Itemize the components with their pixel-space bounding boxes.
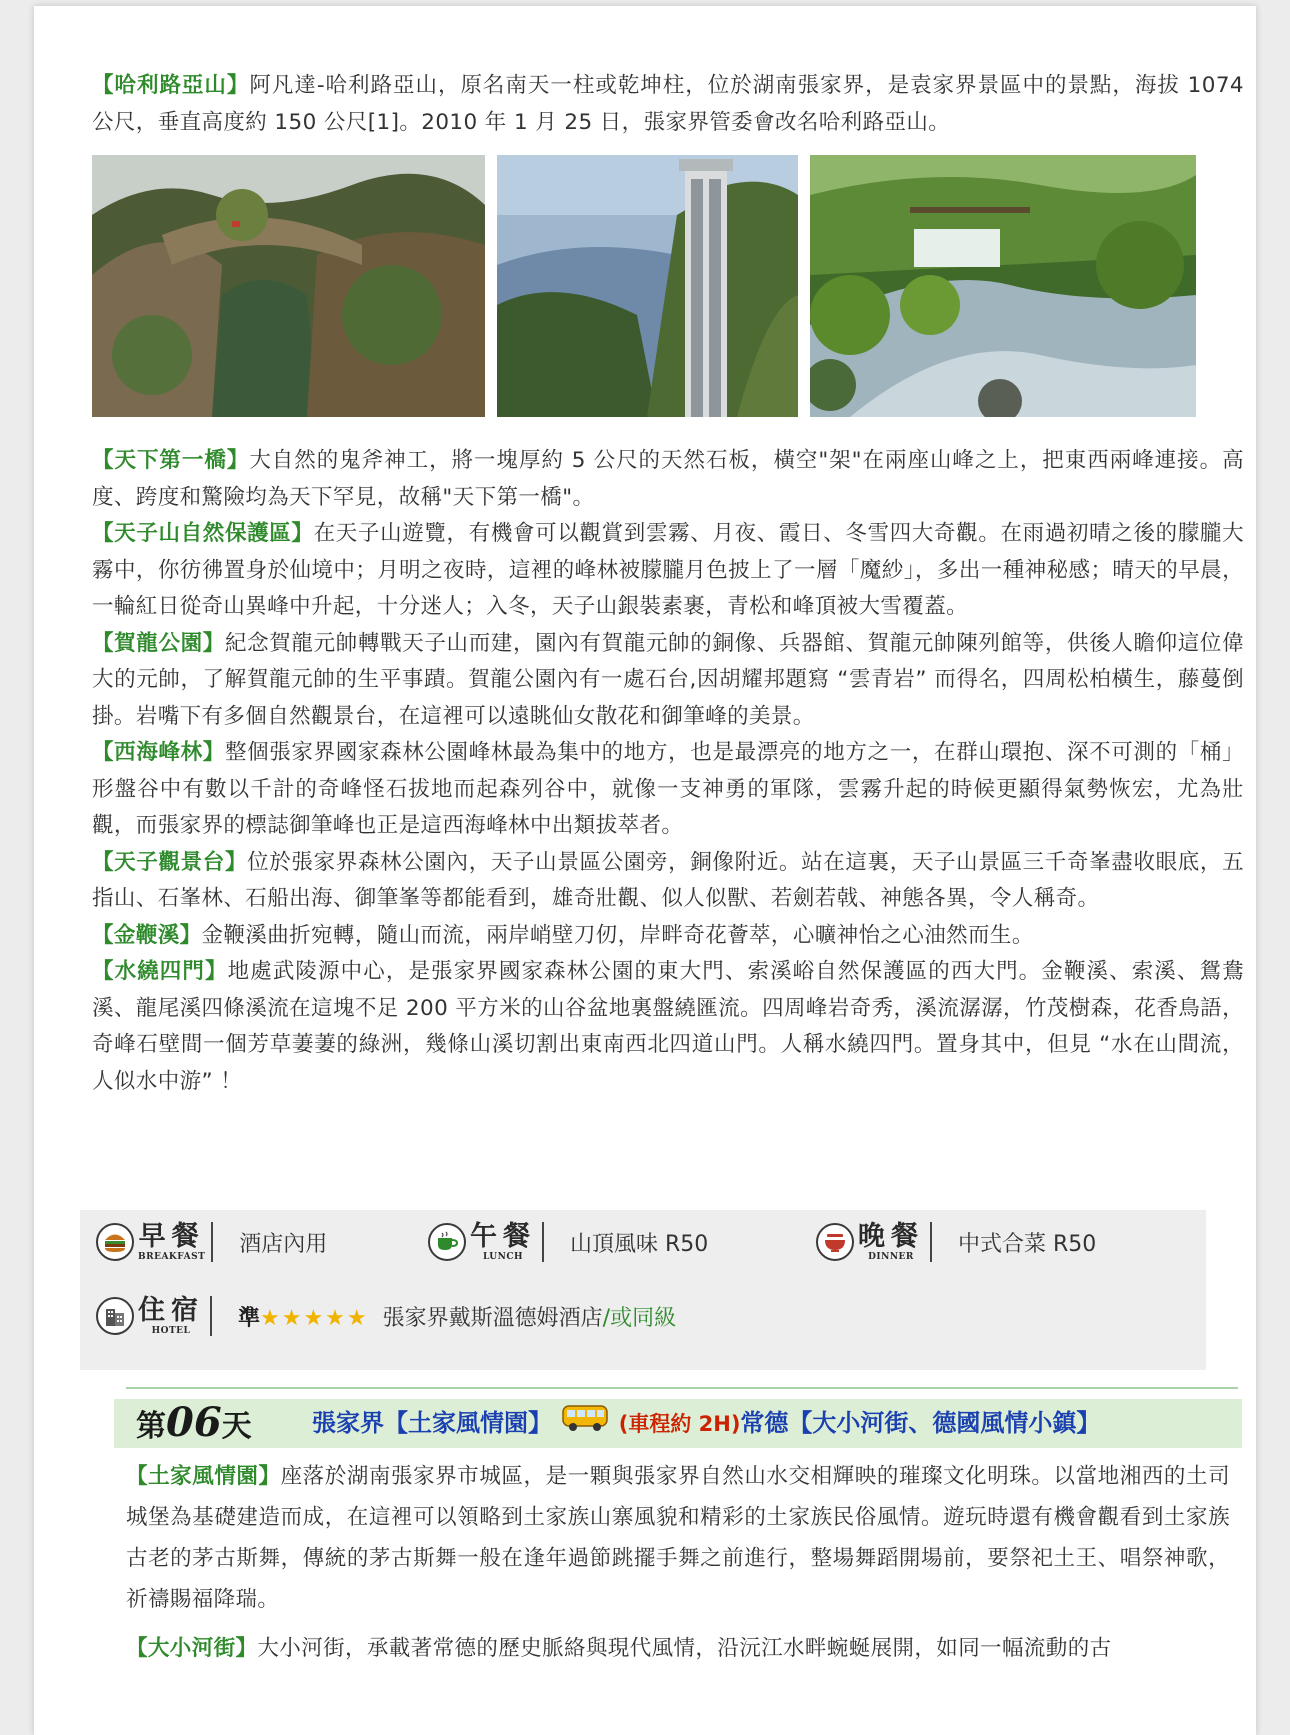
coffee-cup-icon (428, 1223, 466, 1261)
section-text: 大小河街，承載著常德的歷史脈絡與現代風情，沿沅江水畔蜿蜒展開，如同一幅流動的古 (257, 1636, 1112, 1661)
day-number: 06 (166, 1399, 222, 1446)
section-tianzi-viewpoint (92, 845, 1244, 918)
lunch-row (428, 1222, 708, 1262)
dinner-value: 中式合菜 R50 (958, 1231, 1097, 1257)
section-hallelujah-mountain (92, 68, 1244, 141)
hotel-title: 住宿 (138, 1295, 204, 1326)
photo-bailong-elevator (497, 155, 798, 417)
divider (930, 1222, 932, 1262)
breakfast-subtitle: BREAKFAST (138, 1252, 206, 1262)
building-icon (96, 1297, 134, 1335)
hotel-subtitle: HOTEL (151, 1326, 191, 1336)
route-end: 常德【大小河街、德國風情小鎮】 (740, 1409, 1101, 1437)
section-tag: 【天子山自然保護區】 (92, 521, 314, 546)
document-page (34, 6, 1256, 1735)
lunch-title: 午餐 (470, 1221, 536, 1252)
section-text: 整個張家界國家森林公園峰林最為集中的地方，也是最漂亮的地方之一，在群山環抱、深不可測的「桶」形盤谷中有數以千計的奇峰怪石拔地而起森列谷中，就像一支神勇的軍隊，雲霧升起的時候更顯得氣勢恢宏，尤為壯觀，而張家界的標誌御筆峰也正是這西海峰林中出類拔萃者。 (92, 740, 1244, 838)
section-tag: 【天下第一橋】 (92, 448, 250, 473)
star-rating: ★★★★★ (260, 1305, 369, 1331)
day-header (114, 1399, 1242, 1448)
section-tag: 【哈利路亞山】 (92, 73, 250, 98)
day-content (126, 1456, 1230, 1669)
section-tag: 【水繞四門】 (92, 959, 228, 984)
section-helong-park (92, 626, 1244, 736)
breakfast-title: 早餐 (138, 1221, 205, 1252)
drive-time: (車程約 2H) (618, 1412, 741, 1436)
photo-row (92, 155, 1244, 417)
divider (126, 1387, 1238, 1389)
section-text: 阿凡達-哈利路亞山，原名南天一柱或乾坤柱，位於湖南張家界，是袁家界景區中的景點，海拔 1074 公尺，垂直高度約 150 公尺[1]。2010 年 1 月 25 日，張家界管委會改名哈利路亞山。 (92, 73, 1244, 135)
day-suffix: 天 (221, 1409, 252, 1444)
day-label (136, 1401, 252, 1449)
meals-panel (80, 1210, 1206, 1370)
dinner-row (816, 1222, 1096, 1262)
photo-stone-bridge (92, 155, 485, 417)
section-golden-whip-stream (92, 918, 1244, 955)
photo-golden-whip-stream (810, 155, 1196, 417)
attractions-content (92, 68, 1244, 1100)
section-daxiao-river-street (126, 1628, 1230, 1669)
route-start: 張家界【土家風情園】 (312, 1409, 552, 1437)
section-tag: 【天子觀景台】 (92, 849, 248, 875)
section-tag: 【土家風情園】 (126, 1464, 281, 1489)
section-tujia-park (126, 1456, 1230, 1620)
bus-icon (562, 1400, 608, 1449)
section-text: 紀念賀龍元帥轉戰天子山而建，園內有賀龍元帥的銅像、兵器館、賀龍元帥陳列館等，供後人瞻仰這位偉大的元帥，了解賀龍元帥的生平事蹟。賀龍公園內有一處石台,因胡耀邦題寫 “雲青岩” 而得名，四周松柏橫生，藤蔓倒掛。岩嘴下有多個自然觀景台，在這裡可以遠眺仙女散花和御筆峰的美景。 (92, 630, 1244, 729)
section-tag: 【大小河街】 (126, 1636, 258, 1661)
dinner-title: 晚餐 (858, 1221, 924, 1252)
divider (542, 1222, 544, 1262)
breakfast-value: 酒店內用 (239, 1231, 328, 1257)
section-text: 大自然的鬼斧神工，將一塊厚約 5 公尺的天然石板，橫空"架"在兩座山峰之上，把東西兩峰連接。高度、跨度和驚險均為天下罕見，故稱"天下第一橋"。 (92, 448, 1244, 510)
hotel-alternative: /或同級 (602, 1305, 677, 1331)
section-text: 位於張家界森林公園內，天子山景區公園旁，銅像附近。站在這裏，天子山景區三千奇峯盡收眼底，五指山、石峯林、石船出海、御筆峯等都能看到，雄奇壯觀、似人似獸、若劍若戟、神態各異，令人稱奇。 (92, 849, 1244, 911)
section-text: 座落於湖南張家界市城區，是一顆與張家界自然山水交相輝映的璀璨文化明珠。以當地湘西的土司城堡為基礎建造而成，在這裡可以領略到土家族山寨風貌和精彩的土家族民俗風情。遊玩時還有機會觀看到土家族古老的茅古斯舞，傳統的茅古斯舞一般在逢年過節跳擺手舞之前進行，整場舞蹈開場前，要祭祀土王、唱祭神歌，祈禱賜福降瑞。 (126, 1464, 1230, 1612)
hotel-value (238, 1301, 676, 1332)
divider (210, 1296, 212, 1336)
section-water-four-gates (92, 954, 1244, 1100)
rice-bowl-icon (816, 1223, 854, 1261)
section-text: 在天子山遊覽，有機會可以觀賞到雲霧、月夜、霞日、冬雪四大奇觀。在雨過初晴之後的朦朧大霧中，你彷彿置身於仙境中；月明之夜時，這裡的峰林被朦朧月色披上了一層「魔紗」，多出一種神秘感；晴天的早晨，一輪紅日從奇山異峰中升起，十分迷人；入冬，天子山銀裝素裹，青松和峰頂被大雪覆蓋。 (92, 521, 1244, 619)
section-text: 地處武陵源中心，是張家界國家森林公園的東大門、索溪峪自然保護區的西大門。金鞭溪、索溪、鴛鴦溪、龍尾溪四條溪流在這塊不足 200 平方米的山谷盆地裏盤繞匯流。四周峰岩奇秀，溪流潺潺，竹茂樹森，花香鳥語，奇峰石壁間一個芳草萋萋的綠洲，幾條山溪切割出東南西北四道山門。人稱水繞四門。置身其中，但見 “水在山間流，人似水中游” ！ (92, 959, 1244, 1094)
dinner-subtitle: DINNER (868, 1252, 914, 1262)
hotel-name: 張家界戴斯溫德姆酒店 (382, 1305, 603, 1331)
day-route (312, 1399, 1100, 1449)
lunch-value: 山頂風味 R50 (570, 1231, 709, 1257)
hotel-grade-prefix: 準 (238, 1305, 261, 1331)
section-first-bridge (92, 443, 1244, 516)
section-tianzi-reserve (92, 516, 1244, 626)
section-tag: 【金鞭溪】 (92, 922, 202, 948)
day-prefix: 第 (136, 1409, 166, 1444)
burger-icon (96, 1223, 134, 1261)
divider (211, 1222, 213, 1262)
section-text: 金鞭溪曲折宛轉，隨山而流，兩岸峭壁刀仞，岸畔奇花薈萃，心曠神怡之心油然而生。 (201, 922, 1034, 948)
section-west-sea-peaks (92, 735, 1244, 845)
breakfast-row (96, 1222, 327, 1262)
lunch-subtitle: LUNCH (482, 1252, 524, 1262)
hotel-row (96, 1296, 676, 1336)
section-tag: 【西海峰林】 (92, 740, 225, 765)
section-tag: 【賀龍公園】 (92, 630, 225, 656)
